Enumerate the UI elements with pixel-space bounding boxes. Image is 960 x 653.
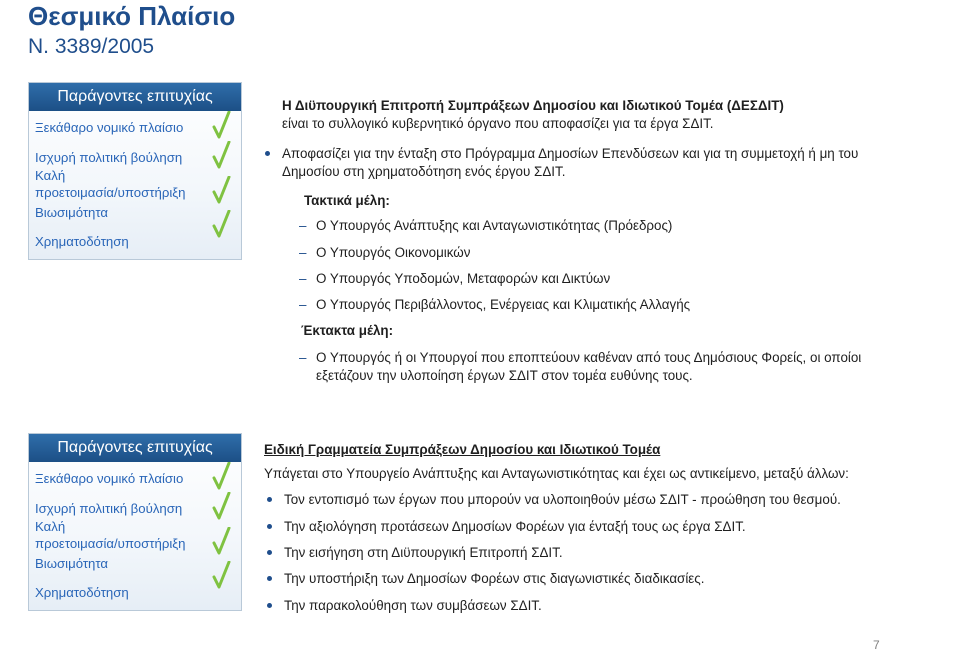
factor-sustainability: Βιωσιμότητα: [35, 556, 109, 571]
success-factors-panel-top: [28, 82, 242, 260]
regular-member-item: – Ο Υπουργός Υποδομών, Μεταφορών και Δικτύων: [316, 270, 610, 287]
committee-heading-line2: είναι το συλλογικό κυβερνητικό όργανο που αποφασίζει για τα έργα ΣΔΙΤ.: [282, 116, 714, 131]
committee-bullet-line1: Αποφασίζει για την ένταξη στο Πρόγραμμα Δημοσίων Επενδύσεων και για τη συμμετοχή ή μη του: [282, 146, 859, 161]
committee-heading-line1: Η Διϋπουργική Επιτροπή Συμπράξεων Δημοσίου και Ιδιωτικού Τομέα (ΔΕΣΔΙΤ): [282, 98, 784, 113]
factor-legal-framework: Ξεκάθαρο νομικό πλαίσιο: [35, 471, 184, 486]
checkmark-icon: [212, 561, 232, 589]
checkmark-icon: [212, 141, 232, 169]
regular-members-label: Τακτικά μέλη:: [304, 193, 390, 208]
checkmark-icon: [212, 527, 232, 555]
extra-member-line1: – Ο Υπουργός ή οι Υπουργοί που εποπτεύουν καθέναν από τους Δημόσιους Φορείς, οι οποίοι: [316, 349, 861, 366]
secretariat-bullet: Την υποστήριξη των Δημοσίων Φορέων στις διαγωνιστικές διαδικασίες.: [284, 571, 705, 586]
factor-political-will: Ισχυρή πολιτική βούληση: [35, 501, 183, 516]
checkmark-icon: [212, 111, 232, 139]
factor-good: Καλή: [35, 168, 66, 183]
regular-member-item: – Ο Υπουργός Περιβάλλοντος, Ενέργειας και Κλιματικής Αλλαγής: [316, 296, 690, 313]
factor-financing: Χρηματοδότηση: [35, 585, 129, 600]
extra-member-line2: εξετάζουν την υλοποίηση έργων ΣΔΙΤ στον τομέα ευθύνης τους.: [316, 368, 693, 383]
factor-financing: Χρηματοδότηση: [35, 234, 129, 249]
panel-header: Παράγοντες επιτυχίας: [29, 83, 241, 111]
regular-member-item: – Ο Υπουργός Οικονομικών: [316, 244, 470, 261]
secretariat-heading: Ειδική Γραμματεία Συμπράξεων Δημοσίου και Ιδιωτικού Τομέα: [264, 442, 661, 457]
slide-subtitle: Ν. 3389/2005: [28, 35, 155, 58]
checkmark-icon: [212, 492, 232, 520]
extra-members-label: Έκτακτα μέλη:: [301, 323, 394, 338]
factor-good: Καλή: [35, 519, 66, 534]
factor-sustainability: Βιωσιμότητα: [35, 205, 109, 220]
factor-preparation: προετοιμασία/υποστήριξη: [35, 536, 186, 551]
secretariat-bullet: Τον εντοπισμό των έργων που μπορούν να υλοποιηθούν μέσω ΣΔΙΤ - προώθηση του θεσμού.: [284, 492, 841, 507]
secretariat-intro: Υπάγεται στο Υπουργείο Ανάπτυξης και Ανταγωνιστικότητας και έχει ως αντικείμενο, μεταξύ άλλων:: [264, 466, 849, 481]
regular-member-item: – Ο Υπουργός Ανάπτυξης και Ανταγωνιστικότητας (Πρόεδρος): [316, 217, 672, 234]
slide-title: Θεσμικό Πλαίσιο: [28, 1, 236, 31]
checkmark-icon: [212, 210, 232, 238]
panel-header: Παράγοντες επιτυχίας: [29, 434, 241, 462]
secretariat-bullet: Την αξιολόγηση προτάσεων Δημοσίων Φορέων για ένταξή τους ως έργα ΣΔΙΤ.: [284, 519, 746, 534]
factor-preparation: προετοιμασία/υποστήριξη: [35, 185, 186, 200]
checkmark-icon: [212, 176, 232, 204]
committee-bullet-line2: Δημοσίου στη χρηματοδότηση ενός έργου ΣΔΙΤ.: [282, 164, 566, 179]
factor-legal-framework: Ξεκάθαρο νομικό πλαίσιο: [35, 120, 184, 135]
checkmark-icon: [212, 462, 232, 490]
page-number: 7: [873, 638, 880, 652]
secretariat-bullet: Την εισήγηση στη Διϋπουργική Επιτροπή ΣΔΙΤ.: [284, 545, 563, 560]
success-factors-panel-bottom: [28, 433, 242, 611]
secretariat-bullet: Την παρακολούθηση των συμβάσεων ΣΔΙΤ.: [284, 598, 542, 613]
factor-political-will: Ισχυρή πολιτική βούληση: [35, 150, 183, 165]
